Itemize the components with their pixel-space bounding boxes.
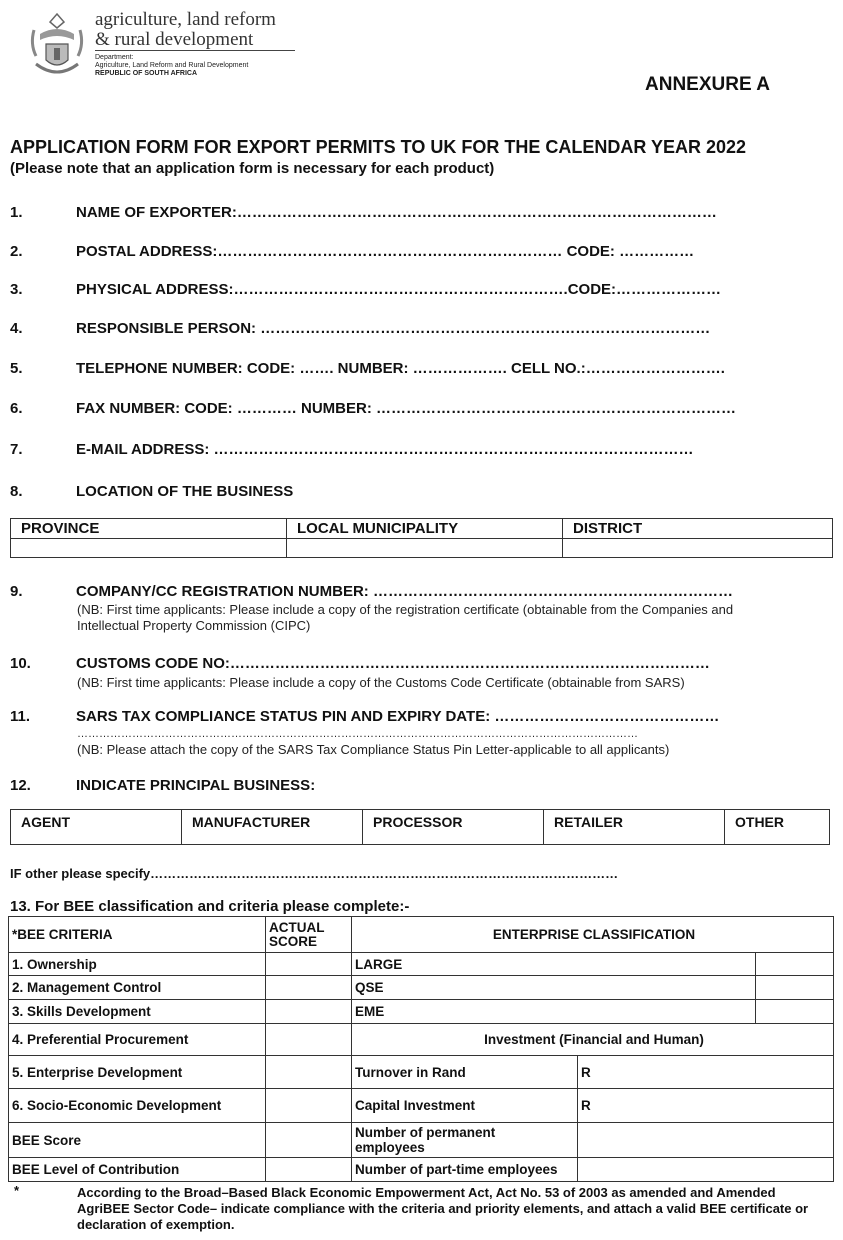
turnover-input[interactable]: R [578, 1056, 834, 1089]
province-input[interactable] [11, 539, 287, 558]
score-input[interactable] [266, 953, 352, 976]
score-input[interactable] [266, 1158, 352, 1182]
department-name [95, 10, 276, 50]
field-number: 5. [10, 360, 23, 377]
field-number: 2. [10, 243, 23, 260]
criteria-label: 5. Enterprise Development [9, 1056, 266, 1089]
label-line: employees [355, 1140, 425, 1155]
section-location [10, 483, 293, 500]
field-label: COMPANY/CC REGISTRATION NUMBER: ……………………………………………………………… [76, 583, 733, 600]
field-responsible-person[interactable] [10, 320, 710, 337]
option-other[interactable]: OTHER [725, 810, 830, 845]
page-title: APPLICATION FORM FOR EXPORT PERMITS TO UK FOR THE CALENDAR YEAR 2022 [10, 137, 747, 157]
criteria-label: 1. Ownership [9, 953, 266, 976]
score-input[interactable] [266, 1000, 352, 1024]
municipality-input[interactable] [287, 539, 563, 558]
field-other-specify[interactable]: IF other please specify……………………………………………………………………………………………… [10, 866, 619, 881]
class-input[interactable] [756, 953, 834, 976]
score-input[interactable] [266, 1123, 352, 1158]
field-customs-code[interactable] [10, 655, 710, 672]
footnote-marker: * [14, 1183, 20, 1198]
field-postal-address[interactable] [10, 243, 694, 260]
class-input[interactable] [756, 976, 834, 1000]
field-registration-number[interactable] [10, 583, 733, 600]
label-line: Number of permanent [355, 1125, 496, 1140]
note-sars: (NB: Please attach the copy of the SARS Tax Compliance Status Pin Letter-applicable to all applicants) [77, 742, 670, 757]
dept-small-3: REPUBLIC OF SOUTH AFRICA [95, 70, 198, 77]
footnote: According to the Broad–Based Black Economic Empowerment Act, Act No. 53 of 2003 as amended and Amended AgriBEE Sector Code– indicate compliance with the criteria and priority elements, and attach a valid BEE certificate or declaration of exemption. [77, 1185, 809, 1232]
field-number: 6. [10, 400, 23, 417]
business-table [10, 809, 830, 845]
note-registration [77, 602, 733, 634]
score-input[interactable] [266, 1056, 352, 1089]
field-label: E-MAIL ADDRESS: …………………………………………………………………………………… [76, 441, 694, 458]
criteria-label: BEE Score [9, 1123, 266, 1158]
field-label: CUSTOMS CODE NO:…………………………………………………………………………………… [76, 655, 710, 672]
annexure-label: ANNEXURE A [645, 74, 770, 95]
investment-heading: Investment (Financial and Human) [352, 1024, 834, 1056]
department-subtitle [95, 54, 248, 78]
field-label: RESPONSIBLE PERSON: ……………………………………………………………………………… [76, 320, 711, 337]
field-exporter-name[interactable] [10, 204, 717, 221]
field-sars-pin[interactable] [10, 708, 719, 725]
dept-small-1: Department: [95, 54, 134, 61]
capital-input[interactable]: R [578, 1089, 834, 1123]
field-number: 10. [10, 655, 31, 672]
header-province: PROVINCE [11, 519, 287, 539]
field-number: 4. [10, 320, 23, 337]
field-fax[interactable] [10, 400, 736, 417]
capital-label: Capital Investment [352, 1089, 578, 1123]
coat-of-arms-icon [28, 10, 86, 82]
criteria-label: 3. Skills Development [9, 1000, 266, 1024]
class-label: EME [352, 1000, 756, 1024]
class-input[interactable] [756, 1000, 834, 1024]
class-label: LARGE [352, 953, 756, 976]
option-agent[interactable]: AGENT [11, 810, 182, 845]
location-table [10, 518, 833, 558]
header-actual-score [266, 917, 352, 953]
header-line: SCORE [269, 933, 318, 949]
score-input[interactable] [266, 1089, 352, 1123]
turnover-label: Turnover in Rand [352, 1056, 578, 1089]
field-number: 12. [10, 777, 31, 794]
header-local-municipality: LOCAL MUNICIPALITY [287, 519, 563, 539]
option-manufacturer[interactable]: MANUFACTURER [182, 810, 363, 845]
permanent-label [352, 1123, 578, 1158]
criteria-label: 2. Management Control [9, 976, 266, 1000]
dept-small-2: Agriculture, Land Reform and Rural Development [95, 62, 249, 69]
field-number: 11. [10, 708, 31, 725]
criteria-label: 6. Socio-Economic Development [9, 1089, 266, 1123]
section-heading: LOCATION OF THE BUSINESS [76, 483, 294, 500]
field-telephone[interactable] [10, 360, 725, 377]
field-number: 7. [10, 441, 23, 458]
bee-table [8, 916, 834, 1182]
score-input[interactable] [266, 976, 352, 1000]
parttime-label: Number of part-time employees [352, 1158, 578, 1182]
score-input[interactable] [266, 1024, 352, 1056]
criteria-label: 4. Preferential Procurement [9, 1024, 266, 1056]
note-customs: (NB: First time applicants: Please include a copy of the Customs Code Certificate (obtainable from SARS) [77, 675, 685, 690]
criteria-label: BEE Level of Contribution [9, 1158, 266, 1182]
field-label: FAX NUMBER: CODE: ………… NUMBER: ……………………………………………………………… [76, 400, 736, 417]
divider [95, 50, 295, 51]
option-processor[interactable]: PROCESSOR [363, 810, 544, 845]
field-label: SARS TAX COMPLIANCE STATUS PIN AND EXPIRY DATE: ……………………………………… [76, 708, 720, 725]
field-number: 3. [10, 281, 23, 298]
district-input[interactable] [563, 539, 833, 558]
field-number: 8. [10, 483, 23, 500]
dept-line-1: agriculture, land reform [95, 9, 276, 30]
note-line: Intellectual Property Commission (CIPC) [77, 618, 311, 633]
section-principal-business [10, 777, 315, 794]
dept-line-2: & rural development [95, 29, 254, 50]
field-number: 1. [10, 204, 23, 221]
class-label: QSE [352, 976, 756, 1000]
field-physical-address[interactable] [10, 281, 721, 298]
field-number: 9. [10, 583, 23, 600]
header-district: DISTRICT [563, 519, 833, 539]
header-line: ACTUAL [269, 919, 325, 935]
permanent-input[interactable] [578, 1123, 834, 1158]
field-label: TELEPHONE NUMBER: CODE: ……. NUMBER: ………………. CELL NO.:………………………. [76, 360, 725, 377]
section-bee: 13. For BEE classification and criteria please complete:- [10, 898, 410, 915]
field-label: POSTAL ADDRESS:…………………………………………………………… CODE: …………… [76, 243, 695, 260]
field-email[interactable] [10, 441, 694, 458]
fill-line[interactable]: ……………………………………………………………………………………………………………………………………… [77, 728, 638, 740]
page-subtitle: (Please note that an application form is necessary for each product) [10, 160, 495, 177]
section-heading: INDICATE PRINCIPAL BUSINESS: [76, 777, 316, 794]
option-retailer[interactable]: RETAILER [544, 810, 725, 845]
field-label: PHYSICAL ADDRESS:………………………………………………………….CODE:………………… [76, 281, 722, 298]
note-line: (NB: First time applicants: Please include a copy of the registration certificate (obtainable from the Companies and [77, 602, 734, 617]
field-label: NAME OF EXPORTER:…………………………………………………………………………………… [76, 204, 717, 221]
header-enterprise-classification: ENTERPRISE CLASSIFICATION [352, 917, 834, 953]
header-bee-criteria: *BEE CRITERIA [9, 917, 266, 953]
parttime-input[interactable] [578, 1158, 834, 1182]
